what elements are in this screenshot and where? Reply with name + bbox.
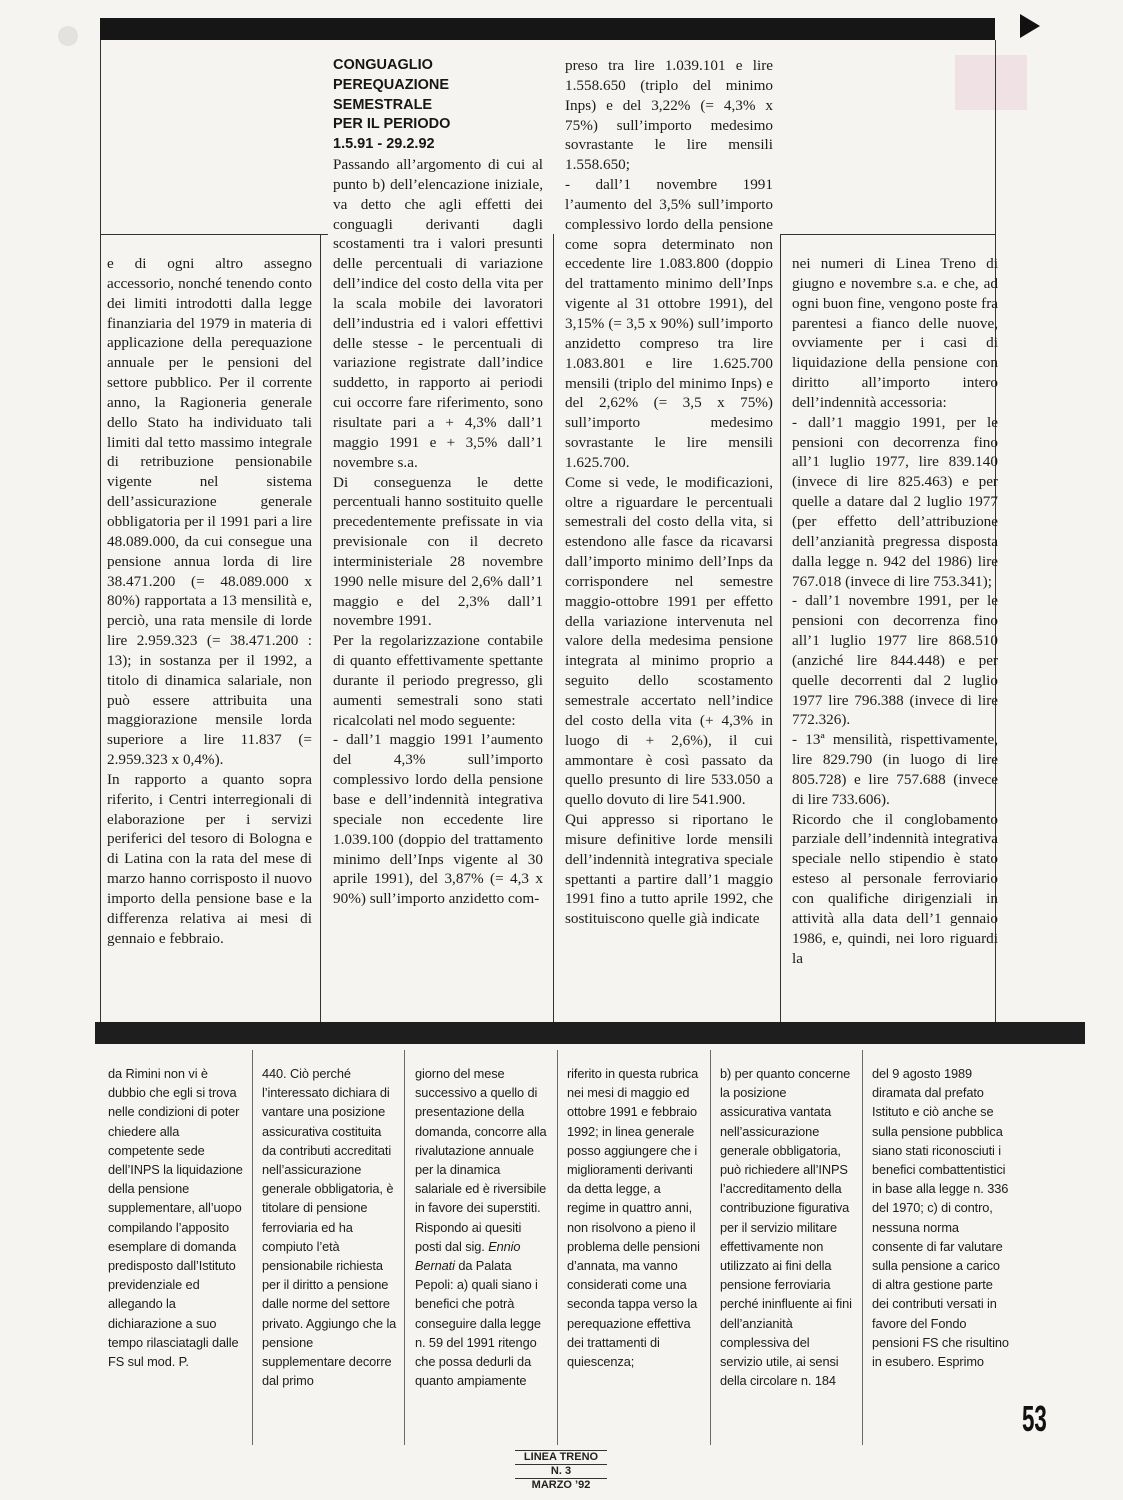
letter-divider [404, 1050, 405, 1445]
title-line: CONGUAGLIO [333, 57, 433, 73]
frame-left-top [100, 40, 101, 235]
title-line: SEMESTRALE [333, 96, 433, 113]
paragraph: del 9 agosto 1989 diramata dal prefato Istituto e ciò anche se sulla pensione pubblica siano stati riconosciuti i benefici combattentistici in base alla legge n. 336 del 1970; c) di contro, nessuna norma consente di far valutare sulla pensione a carico di altra gestione parte dei contributi versati in favore del Fondo pensioni FS che risultino in esubero. Esprimo [872, 1066, 1009, 1370]
letter-divider [252, 1050, 253, 1445]
right-triangle-arrow-icon [1020, 14, 1040, 38]
paragraph: e di ogni altro assegno accessorio, nonché tenendo conto dei limiti introdotti dalla legge finanziaria del 1979 in materia di applicazione della perequazione annuale per le pensioni del settore pubblico. Per il corrente anno, la Ragioneria generale dello Stato ha individuato tali limiti dal tetto massimo integrale di retribuzione pensionabile vigente nel sistema dell’assicurazione generale obbligatoria per il 1991 pari a lire 48.089.000, da cui consegue una pensione annua lorda di lire 38.471.200 (= 48.089.000 x 80%) rapportata a 13 mensilità e, perciò, una rata mensile di lorde lire 2.959.323 (= 38.471.200 : 13); in sostanza per il 1992, a titolo di dinamica salariale, non può essere attribuita una maggiorazione mensile lorda superiore a lire 11.837 (= 2.959.323 x 0,4%). [107, 255, 312, 769]
letter-column-1 [108, 1064, 243, 1409]
text-column-3 [565, 56, 773, 1016]
magazine-footer [515, 1450, 607, 1492]
paragraph: Per la regolarizzazione contabile di quanto effettivamente spettante durante il periodo pregresso, gli aumenti semestrali sono stati ricalcolati nel modo seguente: [333, 632, 543, 729]
letter-column-4 [567, 1064, 702, 1409]
paragraph: - dall’1 maggio 1991 l’aumento del 4,3% sull’importo complessivo lordo della pensione base e dell’indennità integrativa speciale non eccedente lire 1.039.100 (doppio del trattamento minimo dell’Inps vigente al 30 aprile 1991), del 3,87% (= 4,3 x 90%) sull’importo anzidetto com- [333, 731, 543, 908]
section-title [333, 56, 543, 155]
letter-column-3 [415, 1064, 550, 1409]
text-segment: da Palata Pepoli: a) quali siano i benefici che potrà conseguire dalla legge n. 59 del 1991 ritengo che possa dedurli da quanto ampiamente [415, 1258, 541, 1389]
paragraph: Qui appresso si riportano le misure definitive lorde mensili dell’indennità integrativa speciale spettanti a partire dall’1 maggio 1991 fino a tutto aprile 1992, che sostituiscono quelle già indicate [565, 811, 773, 928]
paragraph: 440. Ciò perché l’interessato dichiara di vantare una posizione assicurativa costituita da contributi accreditati nell’assicurazione generale obbligatoria, è titolare di pensione ferroviaria ed ha compiuto l’età pensionabile richiesta per il diritto a pensione dalle norme del settore privato. Aggiungo che la pensione supplementare decorre dal primo [262, 1066, 397, 1389]
text-column-1 [107, 254, 312, 1014]
text-segment: giorno del mese successivo a quello di presentazione della domanda, concorre alla rivalutazione annuale per la dinamica salariale ed è riversibile in favore dei superstiti. Rispondo ai quesiti posti dal sig. [415, 1066, 547, 1254]
frame-right-top [995, 40, 996, 235]
section-divider-bar [95, 1022, 1085, 1044]
paragraph: Passando all’argomento di cui al punto b) dell’elencazione iniziale, va detto che agli effetti dei conguagli derivanti dagli scostamenti tra i valori presunti delle percentuali di variazione dell’indice del costo della vita per la scala mobile dei lavoratori dell’industria ed i valori effettivi delle stesse - le percentuali di variazione registrate dall’indice suddetto, in rapporto ai periodi cui occorre fare riferimento, sono risultate pari a + 4,3% dall’1 maggio 1991 e + 3,5% dall’1 novembre s.a. [333, 156, 543, 471]
decorative-circle-icon [58, 26, 78, 46]
title-line: PER IL PERIODO [333, 116, 451, 133]
footer-issue: N. 3 [515, 1464, 607, 1478]
paragraph: - dall’1 novembre 1991 l’aumento del 3,5% sull’importo complessivo lordo della pensione come sopra determinato non eccedente lire 1.083.800 (doppio del trattamento minimo dell’Inps vigente al 31 ottobre 1991), del 3,15% (= 3,5 x 90%) sull’importo anzidetto compreso tra lire 1.083.801 e lire 1.625.700 mensili (triplo del minimo Inps) e del 2,62% (= 3,5 x 75%) sull’importo medesimo sovrastante le lire mensili 1.625.700. [565, 176, 773, 471]
paragraph: - dall’1 novembre 1991, per le pensioni con decorrenza fino all’1 luglio 1977 lire 868.510 (anziché lire 844.448) e per quelle decorrenti dal 2 luglio 1977 lire 796.388 (invece di lire 772.326). [792, 592, 998, 729]
column-divider-3 [780, 234, 781, 1022]
letter-divider [862, 1050, 863, 1445]
title-line: PEREQUAZIONE [333, 76, 450, 93]
page-number: 53 [1022, 1398, 1047, 1439]
paragraph: riferito in questa rubrica nei mesi di maggio ed ottobre 1991 e febbraio 1992; in linea generale posso aggiungere che i miglioramenti derivanti da detta legge, a regime in quattro anni, non risolvono a pieno il problema delle pensioni d’annata, ma vanno considerati come una seconda tappa verso la perequazione effettiva dei trattamenti di quiescenza; [567, 1066, 700, 1370]
text-column-2 [333, 155, 543, 1015]
paragraph: preso tra lire 1.039.101 e lire 1.558.650 (triplo del minimo Inps) e del 3,22% (= 4,3% x 75%) sull’importo medesimo sovrastante le lire mensili 1.558.650; [565, 57, 773, 174]
person-name: Ennio Bernati [415, 1238, 521, 1274]
letter-divider [710, 1050, 711, 1445]
frame-bottom-left [100, 234, 328, 235]
header-black-bar [100, 18, 995, 40]
paragraph: b) per quanto concerne la posizione assicurativa vantata nell’assicurazione generale obbligatoria, può richiedere all’INPS l’accreditamento della contribuzione figurativa per il servizio militare effettivamente non utilizzato ai fini della pensione ferroviaria perché ininfluente ai fini dell’anzianità complessiva del servizio utile, ai sensi della circolare n. 184 [720, 1066, 852, 1389]
letter-column-2 [262, 1064, 397, 1409]
column-divider-2 [553, 234, 554, 1022]
frame-bottom-right [780, 234, 996, 235]
letter-divider [557, 1050, 558, 1445]
title-line: 1.5.91 - 29.2.92 [333, 136, 435, 153]
footer-date: MARZO ’92 [515, 1478, 607, 1492]
text-column-4 [792, 254, 998, 1014]
frame-left-lower [100, 234, 101, 1022]
letter-column-5 [720, 1064, 855, 1409]
paragraph: In rapporto a quanto sopra riferito, i Centri interregionali di elaborazione per i servizi periferici del tesoro di Bologna e di Latina con la rata del mese di marzo hanno corrisposto il nuovo importo della pensione base e la differenza relativa ai mesi di gennaio e febbraio. [107, 770, 312, 947]
paragraph: - dall’1 maggio 1991, per le pensioni con decorrenza fino all’1 luglio 1977, lire 839.140 (invece di lire 825.463) e per quelle a datare dal 2 luglio 1977 (per effetto dell’attribuzione dell’anzianità pregressa disposta dalla legge n. 942 del 1986) lire 767.018 (invece di lire 753.341); [792, 413, 998, 590]
paragraph [415, 1064, 550, 1390]
paragraph: Come si vede, le modificazioni, oltre a riguardare le percentuali semestrali del costo della vita, si estendono alle fasce da ricavarsi dall’importo minimo dell’Inps da corrispondere nel semestre maggio-ottobre 1991 per effetto della variazione intervenuta nel valore della medesima pensione integrata al minimo proprio a seguito dello scostamento semestrale accertato nell’indice del costo della vita (+ 4,3% in luogo di + 2,6%), il cui ammontare è così passato da quello presunto di lire 533.050 a quello dovuto di lire 541.900. [565, 473, 773, 809]
column-divider-1 [320, 234, 321, 1022]
footer-magazine: LINEA TRENO [515, 1450, 607, 1464]
letter-column-6 [872, 1064, 1010, 1409]
bleed-through-swatch [955, 55, 1027, 110]
paragraph: Ricordo che il conglobamento parziale dell’indennità integrativa speciale nello stipendio è stato esteso al personale ferroviario con qualifiche dirigenziali in attività alla data dell’1 gennaio 1986, e, quindi, nei loro riguardi la [792, 810, 998, 967]
paragraph: da Rimini non vi è dubbio che egli si trova nelle condizioni di poter chiedere alla competente sede dell’INPS la liquidazione della pensione supplementare, all’uopo compilando l’apposito esemplare di domanda predisposto dall’Istituto previdenziale ed allegando la dichiarazione a suo tempo rilasciatagli dalle FS sul mod. P. [108, 1066, 243, 1370]
paragraph: - 13ª mensilità, rispettivamente, lire 829.790 (in luogo di lire 805.728) e lire 757.688 (invece di lire 733.606). [792, 731, 998, 808]
paragraph: Di conseguenza le dette percentuali hanno sostituito quelle precedentemente prefissate in via previsionale con il decreto interministeriale 28 novembre 1990 nelle misure del 2,6% dall’1 maggio e del 2,3% dall’1 novembre 1991. [333, 473, 543, 630]
paragraph: nei numeri di Linea Treno di giugno e novembre s.a. e che, ad ogni buon fine, vengono poste fra parentesi a fianco delle nuove, ovviamente per i casi di liquidazione della pensione con diritto all’importo intero dell’indennità accessoria: [792, 255, 998, 411]
